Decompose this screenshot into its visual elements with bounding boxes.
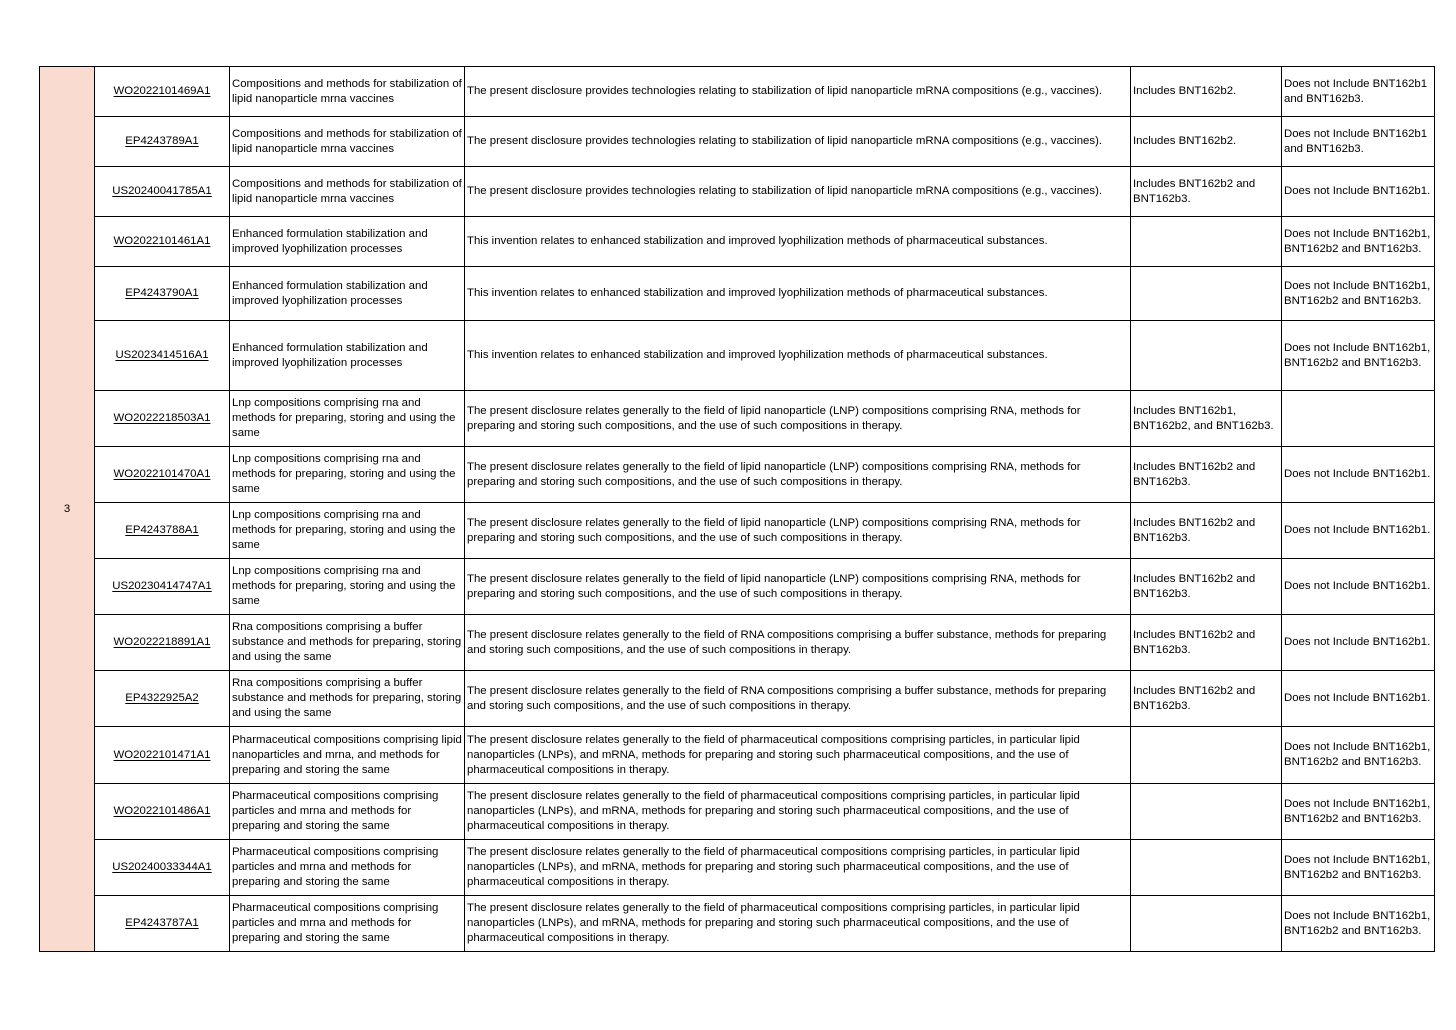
excludes-cell: Does not Include BNT162b1 and BNT162b3. [1282,67,1435,117]
patent-title-cell: Lnp compositions comprising rna and methods for preparing, storing and using the same [230,391,465,447]
includes-cell [1131,896,1282,952]
patent-number-cell [95,727,230,784]
patent-number-link[interactable]: EP4243789A1 [125,135,199,147]
patent-number-link[interactable]: EP4243790A1 [125,287,199,299]
patent-title-cell: Pharmaceutical compositions comprising particles and mrna and methods for preparing and storing the same [230,896,465,952]
table-row [40,727,1435,784]
patent-number-link[interactable]: WO2022218503A1 [113,412,211,424]
excludes-cell: Does not Include BNT162b1. [1282,615,1435,671]
table-row [40,67,1435,117]
includes-cell: Includes BNT162b2 and BNT162b3. [1131,671,1282,727]
includes-cell [1131,727,1282,784]
patent-abstract-cell: This invention relates to enhanced stabilization and improved lyophilization methods of pharmaceutical substances. [465,217,1131,267]
excludes-cell: Does not Include BNT162b1, BNT162b2 and BNT162b3. [1282,784,1435,840]
patent-number-link[interactable]: WO2022101470A1 [113,468,211,480]
patent-abstract-cell: The present disclosure relates generally to the field of pharmaceutical compositions comprising particles, in particular lipid nanoparticles (LNPs), and mRNA, methods for preparing and storing such pharmaceutical compositions, and the use of pharmaceutical compositions in therapy. [465,896,1131,952]
patent-title-cell: Lnp compositions comprising rna and methods for preparing, storing and using the same [230,503,465,559]
patent-title-cell: Pharmaceutical compositions comprising particles and mrna and methods for preparing and storing the same [230,840,465,896]
patent-abstract-cell: The present disclosure relates generally to the field of RNA compositions comprising a buffer substance, methods for preparing and storing such compositions, and the use of such compositions in therapy. [465,615,1131,671]
table-row [40,267,1435,321]
patent-abstract-cell: The present disclosure relates generally to the field of lipid nanoparticle (LNP) compositions comprising RNA, methods for preparing and storing such compositions, and the use of such compositions in therapy. [465,391,1131,447]
excludes-cell: Does not Include BNT162b1, BNT162b2 and BNT162b3. [1282,727,1435,784]
patent-number-cell [95,615,230,671]
includes-cell: Includes BNT162b2 and BNT162b3. [1131,559,1282,615]
patent-title-cell: Rna compositions comprising a buffer substance and methods for preparing, storing and using the same [230,671,465,727]
excludes-cell: Does not Include BNT162b1, BNT162b2 and BNT162b3. [1282,840,1435,896]
patent-abstract-cell: The present disclosure relates generally to the field of lipid nanoparticle (LNP) compositions comprising RNA, methods for preparing and storing such compositions, and the use of such compositions in therapy. [465,503,1131,559]
patent-table-body [40,67,1435,952]
patent-title-cell: Compositions and methods for stabilization of lipid nanoparticle mrna vaccines [230,117,465,167]
patent-abstract-cell: The present disclosure provides technologies relating to stabilization of lipid nanoparticle mRNA compositions (e.g., vaccines). [465,117,1131,167]
patent-abstract-cell: The present disclosure relates generally to the field of pharmaceutical compositions comprising particles, in particular lipid nanoparticles (LNPs), and mRNA, methods for preparing and storing such pharmaceutical compositions, and the use of pharmaceutical compositions in therapy. [465,784,1131,840]
includes-cell [1131,267,1282,321]
patent-number-link[interactable]: WO2022101471A1 [113,748,211,761]
patent-number-cell [95,217,230,267]
patent-title-cell: Lnp compositions comprising rna and methods for preparing, storing and using the same [230,447,465,503]
table-row [40,391,1435,447]
patent-abstract-cell: The present disclosure provides technologies relating to stabilization of lipid nanoparticle mRNA compositions (e.g., vaccines). [465,67,1131,117]
patent-title-cell: Compositions and methods for stabilization of lipid nanoparticle mrna vaccines [230,67,465,117]
patent-abstract-cell: This invention relates to enhanced stabilization and improved lyophilization methods of pharmaceutical substances. [465,267,1131,321]
excludes-cell: Does not Include BNT162b1. [1282,167,1435,217]
group-number-cell: 3 [40,67,95,952]
patent-number-cell [95,391,230,447]
patent-title-cell: Lnp compositions comprising rna and methods for preparing, storing and using the same [230,559,465,615]
patent-number-cell [95,117,230,167]
includes-cell: Includes BNT162b2. [1131,117,1282,167]
patent-title-cell: Pharmaceutical compositions comprising lipid nanoparticles and mrna, and methods for preparing and storing the same [230,727,465,784]
includes-cell: Includes BNT162b2. [1131,67,1282,117]
excludes-cell: Does not Include BNT162b1, BNT162b2 and BNT162b3. [1282,896,1435,952]
patent-abstract-cell: The present disclosure relates generally to the field of lipid nanoparticle (LNP) compositions comprising RNA, methods for preparing and storing such compositions, and the use of such compositions in therapy. [465,447,1131,503]
excludes-cell: Does not Include BNT162b1, BNT162b2 and BNT162b3. [1282,217,1435,267]
table-row [40,559,1435,615]
patent-title-cell: Rna compositions comprising a buffer substance and methods for preparing, storing and using the same [230,615,465,671]
patent-number-cell [95,321,230,391]
includes-cell: Includes BNT162b2 and BNT162b3. [1131,615,1282,671]
patent-number-cell [95,167,230,217]
excludes-cell: Does not Include BNT162b1. [1282,447,1435,503]
excludes-cell: Does not Include BNT162b1. [1282,503,1435,559]
patent-abstract-cell: The present disclosure relates generally to the field of pharmaceutical compositions comprising particles, in particular lipid nanoparticles (LNPs), and mRNA, methods for preparing and storing such pharmaceutical compositions, and the use of pharmaceutical compositions in therapy. [465,840,1131,896]
includes-cell: Includes BNT162b2 and BNT162b3. [1131,447,1282,503]
table-row [40,321,1435,391]
excludes-cell: Does not Include BNT162b1, BNT162b2 and BNT162b3. [1282,267,1435,321]
table-row [40,896,1435,952]
patent-title-cell: Compositions and methods for stabilization of lipid nanoparticle mrna vaccines [230,167,465,217]
table-row [40,117,1435,167]
patent-abstract-cell: The present disclosure relates generally to the field of pharmaceutical compositions comprising particles, in particular lipid nanoparticles (LNPs), and mRNA, methods for preparing and storing such pharmaceutical compositions, and the use of pharmaceutical compositions in therapy. [465,727,1131,784]
patent-number-link[interactable]: WO2022101461A1 [113,235,211,247]
patent-number-link[interactable]: WO2022101469A1 [113,85,211,97]
patent-number-cell [95,447,230,503]
includes-cell: Includes BNT162b2 and BNT162b3. [1131,167,1282,217]
table-row [40,167,1435,217]
patent-number-cell [95,267,230,321]
table-row [40,671,1435,727]
patent-number-cell [95,896,230,952]
patent-number-link[interactable]: US20240041785A1 [112,185,212,197]
patent-number-link[interactable]: WO2022101486A1 [113,805,211,817]
patent-title-cell: Enhanced formulation stabilization and improved lyophilization processes [230,217,465,267]
excludes-cell: Does not Include BNT162b1. [1282,671,1435,727]
includes-cell [1131,321,1282,391]
patent-number-link[interactable]: WO2022218891A1 [113,636,211,648]
patent-number-cell [95,559,230,615]
table-row [40,217,1435,267]
patent-number-cell [95,67,230,117]
includes-cell: Includes BNT162b2 and BNT162b3. [1131,503,1282,559]
patent-title-cell: Enhanced formulation stabilization and improved lyophilization processes [230,321,465,391]
patent-abstract-cell: This invention relates to enhanced stabilization and improved lyophilization methods of pharmaceutical substances. [465,321,1131,391]
includes-cell: Includes BNT162b1, BNT162b2, and BNT162b3. [1131,391,1282,447]
table-row [40,840,1435,896]
includes-cell [1131,784,1282,840]
excludes-cell: Does not Include BNT162b1, BNT162b2 and BNT162b3. [1282,321,1435,391]
patent-number-cell [95,840,230,896]
patent-title-cell: Pharmaceutical compositions comprising particles and mrna and methods for preparing and storing the same [230,784,465,840]
patent-number-cell [95,671,230,727]
patent-number-cell [95,503,230,559]
includes-cell [1131,217,1282,267]
patent-table [39,66,1435,952]
excludes-cell: Does not Include BNT162b1. [1282,559,1435,615]
excludes-cell [1282,391,1435,447]
patent-abstract-cell: The present disclosure relates generally to the field of RNA compositions comprising a buffer substance, methods for preparing and storing such compositions, and the use of such compositions in therapy. [465,671,1131,727]
patent-number-link[interactable]: EP4322925A2 [125,692,199,704]
patent-number-link[interactable]: US20240033344A1 [112,861,212,873]
table-row [40,615,1435,671]
table-row [40,447,1435,503]
includes-cell [1131,840,1282,896]
patent-number-link[interactable]: US2023414516A1 [115,349,209,361]
patent-title-cell: Enhanced formulation stabilization and improved lyophilization processes [230,267,465,321]
patent-number-cell [95,784,230,840]
patent-abstract-cell: The present disclosure relates generally to the field of lipid nanoparticle (LNP) compositions comprising RNA, methods for preparing and storing such compositions, and the use of such compositions in therapy. [465,559,1131,615]
patent-abstract-cell: The present disclosure provides technologies relating to stabilization of lipid nanoparticle mRNA compositions (e.g., vaccines). [465,167,1131,217]
patent-number-link[interactable]: US20230414747A1 [112,580,212,592]
patent-number-link[interactable]: EP4243787A1 [125,917,199,929]
table-row [40,503,1435,559]
excludes-cell: Does not Include BNT162b1 and BNT162b3. [1282,117,1435,167]
patent-number-link[interactable]: EP4243788A1 [125,524,199,536]
table-row [40,784,1435,840]
